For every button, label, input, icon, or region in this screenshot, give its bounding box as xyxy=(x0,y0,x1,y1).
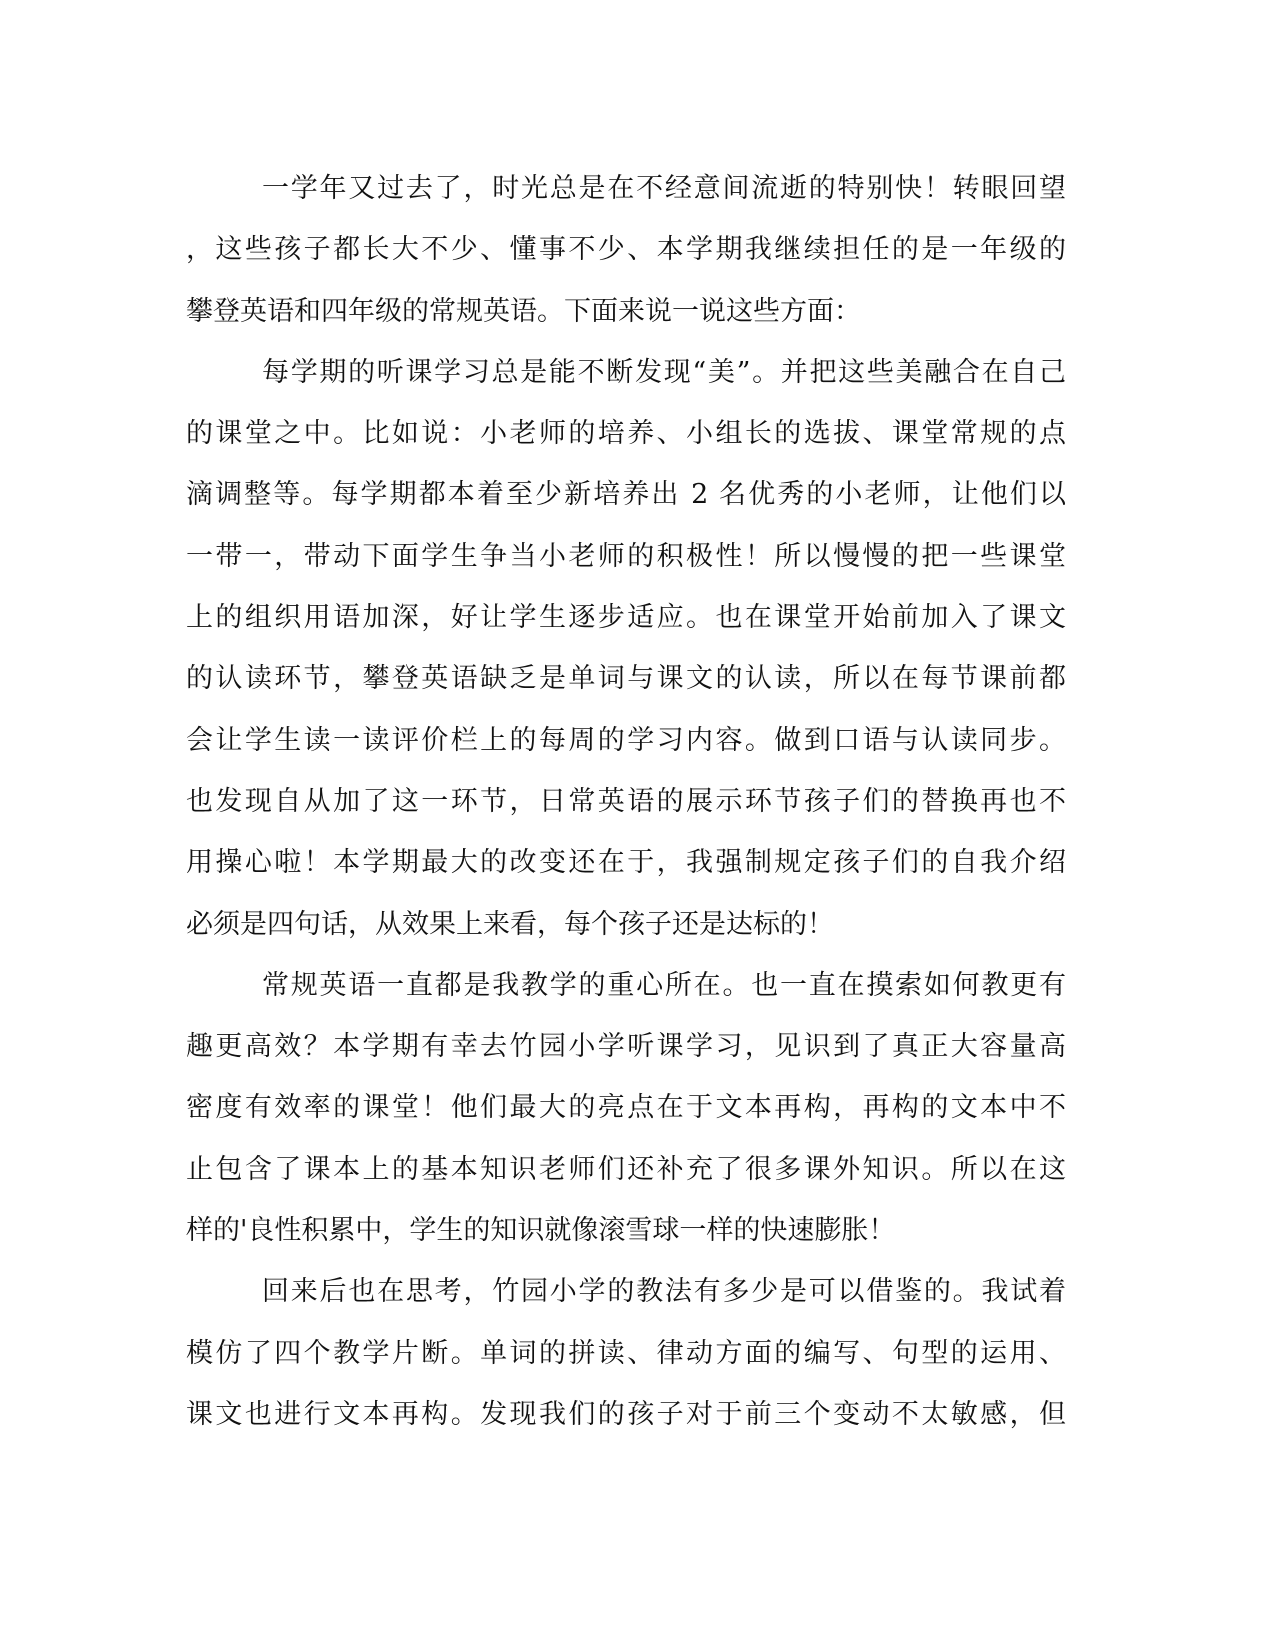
paragraph-4 xyxy=(186,1261,1066,1445)
paragraph-1 xyxy=(186,158,1066,342)
text-line: 密度有效率的课堂！他们最大的亮点在于文本再构，再构的文本中不 xyxy=(186,1092,1066,1124)
text-line: 必须是四句话，从效果上来看，每个孩子还是达标的！ xyxy=(186,908,834,940)
text-line: 每学期的听课学习总是能不断发现“美”。并把这些美融合在自己 xyxy=(262,356,1066,388)
text-line: 回来后也在思考，竹园小学的教法有多少是可以借鉴的。我试着 xyxy=(262,1276,1066,1308)
text-line: ，这些孩子都长大不少、懂事不少、本学期我继续担任的是一年级的 xyxy=(186,234,1066,266)
text-line: 样的'良性积累中，学生的知识就像滚雪球一样的快速膨胀！ xyxy=(186,1215,896,1247)
text-line: 上的组织用语加深，好让学生逐步适应。也在课堂开始前加入了课文 xyxy=(186,602,1066,634)
text-line: 也发现自从加了这一环节，日常英语的展示环节孩子们的替换再也不 xyxy=(186,785,1066,817)
text-line: 模仿了四个教学片断。单词的拼读、律动方面的编写、句型的运用、 xyxy=(186,1337,1066,1369)
text-line: 滴调整等。每学期都本着至少新培养出 2 名优秀的小老师，让他们以 xyxy=(186,479,1066,511)
text-line: 一学年又过去了，时光总是在不经意间流逝的特别快！转眼回望 xyxy=(262,173,1066,204)
text-line: 攀登英语和四年级的常规英语。下面来说一说这些方面： xyxy=(186,295,861,327)
paragraph-3 xyxy=(186,955,1066,1261)
text-line: 止包含了课本上的基本知识老师们还补充了很多课外知识。所以在这 xyxy=(186,1153,1066,1185)
text-line: 的课堂之中。比如说：小老师的培养、小组长的选拔、课堂常规的点 xyxy=(186,418,1066,450)
text-line: 常规英语一直都是我教学的重心所在。也一直在摸索如何教更有 xyxy=(262,969,1066,1001)
text-line: 课文也进行文本再构。发现我们的孩子对于前三个变动不太敏感，但 xyxy=(186,1398,1066,1430)
paragraph-2 xyxy=(186,342,1066,955)
text-line: 趣更高效？本学期有幸去竹园小学听课学习，见识到了真正大容量高 xyxy=(186,1031,1066,1063)
text-line: 会让学生读一读评价栏上的每周的学习内容。做到口语与认读同步。 xyxy=(186,724,1066,756)
text-line: 的认读环节，攀登英语缺乏是单词与课文的认读，所以在每节课前都 xyxy=(186,663,1066,695)
document-body xyxy=(186,158,1066,1445)
text-line: 用操心啦！本学期最大的改变还在于，我强制规定孩子们的自我介绍 xyxy=(186,847,1066,879)
text-line: 一带一，带动下面学生争当小老师的积极性！所以慢慢的把一些课堂 xyxy=(186,540,1066,572)
